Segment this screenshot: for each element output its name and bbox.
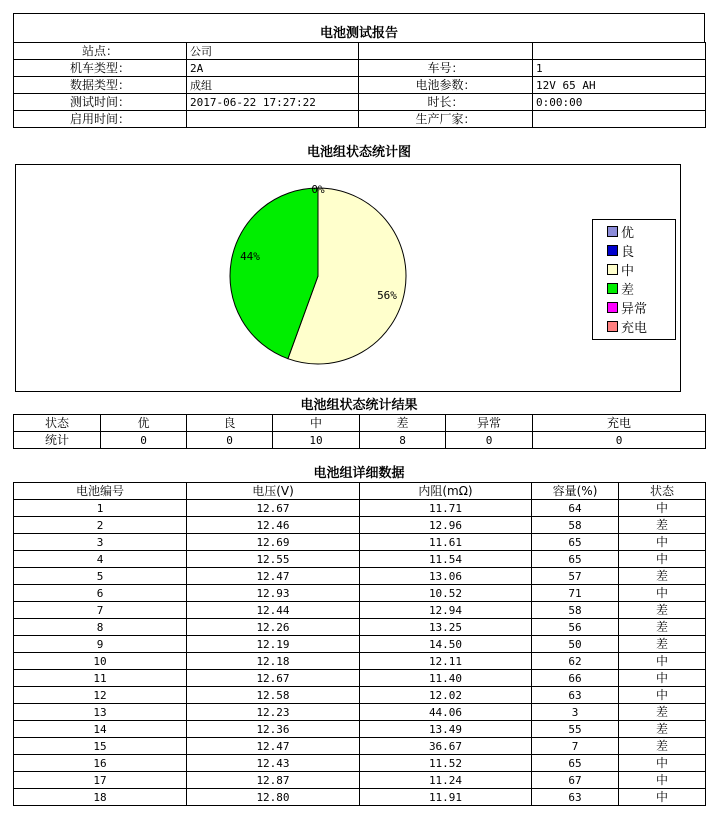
detail-cell: 71 [532, 585, 619, 602]
info-row [14, 77, 706, 94]
stats-header-cell: 良 [187, 415, 273, 432]
stats-table [13, 414, 706, 465]
detail-title: 电池组详细数据 [313, 466, 405, 481]
stats-value-cell: 0 [446, 432, 533, 449]
detail-cell: 12.43 [187, 755, 360, 772]
detail-cell: 12.67 [187, 500, 360, 517]
stats-header-cell: 差 [360, 415, 446, 432]
stats-header-row [14, 415, 706, 432]
detail-cell: 58 [532, 602, 619, 619]
detail-cell: 12.94 [360, 602, 532, 619]
detail-cell: 12.11 [360, 653, 532, 670]
empty-cell [533, 449, 706, 466]
detail-cell: 63 [532, 789, 619, 806]
stats-value-row [14, 432, 706, 449]
chart-frame [15, 164, 681, 392]
info-label: 生产厂家： [359, 111, 533, 128]
table-row [14, 670, 706, 687]
legend-label: 差 [621, 283, 635, 298]
info-value [533, 111, 706, 128]
detail-cell: 12.47 [187, 568, 360, 585]
empty-cell [101, 449, 187, 466]
detail-cell: 58 [532, 517, 619, 534]
detail-cell: 50 [532, 636, 619, 653]
detail-cell: 36.67 [360, 738, 532, 755]
table-row [14, 602, 706, 619]
detail-cell: 中 [619, 670, 706, 687]
detail-cell: 中 [619, 789, 706, 806]
table-row [14, 772, 706, 789]
stats-empty-row [14, 449, 706, 466]
detail-cell: 15 [14, 738, 187, 755]
report-sheet [13, 13, 705, 805]
report-title: 电池测试报告 [13, 13, 705, 42]
detail-cell: 差 [619, 636, 706, 653]
detail-cell: 11.71 [360, 500, 532, 517]
table-row [14, 755, 706, 772]
info-value: 2017-06-22 17:27:22 [187, 94, 359, 111]
pie-data-label: 44% [240, 250, 260, 263]
detail-cell: 14 [14, 721, 187, 738]
detail-cell: 9 [14, 636, 187, 653]
detail-cell: 12 [14, 687, 187, 704]
detail-cell: 中 [619, 653, 706, 670]
pie-data-label: 56% [377, 289, 397, 302]
detail-cell: 11.40 [360, 670, 532, 687]
table-row [14, 687, 706, 704]
detail-cell: 55 [532, 721, 619, 738]
stats-header-cell: 充电 [533, 415, 706, 432]
detail-cell: 62 [532, 653, 619, 670]
info-label: 车号： [359, 60, 533, 77]
detail-cell: 13.49 [360, 721, 532, 738]
info-label: 机车类型： [14, 60, 187, 77]
legend-item [593, 279, 675, 298]
detail-cell: 中 [619, 500, 706, 517]
detail-cell: 3 [14, 534, 187, 551]
info-row [14, 111, 706, 128]
info-label: 数据类型： [14, 77, 187, 94]
legend-swatch [607, 264, 618, 275]
stats-header-cell: 异常 [446, 415, 533, 432]
chart-legend [592, 219, 676, 340]
info-value: 1 [533, 60, 706, 77]
detail-cell: 13 [14, 704, 187, 721]
detail-cell: 13.06 [360, 568, 532, 585]
table-row [14, 738, 706, 755]
detail-cell: 12.23 [187, 704, 360, 721]
stats-title: 电池组状态统计结果 [300, 398, 418, 413]
detail-cell: 10 [14, 653, 187, 670]
detail-cell: 12.36 [187, 721, 360, 738]
detail-cell: 6 [14, 585, 187, 602]
legend-swatch [607, 226, 618, 237]
detail-cell: 12.18 [187, 653, 360, 670]
info-label [359, 43, 533, 60]
detail-cell: 12.96 [360, 517, 532, 534]
detail-cell: 65 [532, 755, 619, 772]
info-value: 公司 [187, 43, 359, 60]
table-row [14, 585, 706, 602]
detail-cell: 5 [14, 568, 187, 585]
detail-cell: 8 [14, 619, 187, 636]
detail-cell: 66 [532, 670, 619, 687]
empty-cell [14, 449, 101, 466]
info-value: 0:00:00 [533, 94, 706, 111]
detail-cell: 11.61 [360, 534, 532, 551]
detail-cell: 65 [532, 551, 619, 568]
pie-chart [16, 165, 680, 391]
detail-cell: 10.52 [360, 585, 532, 602]
detail-cell: 12.26 [187, 619, 360, 636]
detail-cell: 差 [619, 738, 706, 755]
detail-table [13, 482, 706, 806]
detail-cell: 11.52 [360, 755, 532, 772]
detail-header-cell: 电池编号 [14, 483, 187, 500]
empty-cell [446, 449, 533, 466]
detail-cell: 14.50 [360, 636, 532, 653]
pie-data-label: 0% [311, 183, 325, 196]
detail-cell: 3 [532, 704, 619, 721]
detail-cell: 中 [619, 551, 706, 568]
detail-cell: 差 [619, 602, 706, 619]
detail-header-cell: 内阻(mΩ) [360, 483, 532, 500]
legend-item [593, 222, 675, 241]
detail-header-cell: 状态 [619, 483, 706, 500]
detail-header-cell: 容量(%) [532, 483, 619, 500]
detail-cell: 差 [619, 568, 706, 585]
detail-cell: 差 [619, 619, 706, 636]
table-row [14, 517, 706, 534]
legend-label: 充电 [621, 321, 648, 336]
detail-cell: 12.69 [187, 534, 360, 551]
detail-cell: 12.44 [187, 602, 360, 619]
info-row [14, 60, 706, 77]
legend-swatch [607, 245, 618, 256]
detail-cell: 差 [619, 721, 706, 738]
table-row [14, 500, 706, 517]
chart-title: 电池组状态统计图 [306, 145, 411, 160]
detail-cell: 67 [532, 772, 619, 789]
legend-label: 中 [621, 264, 635, 279]
info-row [14, 43, 706, 60]
detail-cell: 12.87 [187, 772, 360, 789]
stats-value-cell: 8 [360, 432, 446, 449]
detail-cell: 57 [532, 568, 619, 585]
info-value [187, 111, 359, 128]
report-info-table [13, 42, 706, 128]
info-label: 测试时间： [14, 94, 187, 111]
empty-cell [273, 449, 360, 466]
info-value: 成组 [187, 77, 359, 94]
empty-cell [187, 449, 273, 466]
stats-value-cell: 统计 [14, 432, 101, 449]
info-label: 站点： [14, 43, 187, 60]
detail-cell: 12.58 [187, 687, 360, 704]
detail-cell: 17 [14, 772, 187, 789]
legend-swatch [607, 283, 618, 294]
info-value: 12V 65 AH [533, 77, 706, 94]
table-row [14, 551, 706, 568]
detail-cell: 7 [532, 738, 619, 755]
legend-item [593, 241, 675, 260]
detail-cell: 12.93 [187, 585, 360, 602]
info-label: 电池参数： [359, 77, 533, 94]
legend-swatch [607, 302, 618, 313]
legend-item [593, 298, 675, 317]
detail-cell: 12.67 [187, 670, 360, 687]
detail-cell: 64 [532, 500, 619, 517]
stats-value-cell: 0 [533, 432, 706, 449]
legend-item [593, 317, 675, 336]
table-row [14, 619, 706, 636]
detail-cell: 1 [14, 500, 187, 517]
detail-header-cell: 电压(V) [187, 483, 360, 500]
detail-cell: 差 [619, 517, 706, 534]
detail-cell: 12.47 [187, 738, 360, 755]
detail-cell: 56 [532, 619, 619, 636]
stats-value-cell: 0 [187, 432, 273, 449]
info-label: 时长： [359, 94, 533, 111]
detail-cell: 中 [619, 772, 706, 789]
stats-header-cell: 状态 [14, 415, 101, 432]
stats-value-cell: 0 [101, 432, 187, 449]
info-label: 启用时间： [14, 111, 187, 128]
legend-item [593, 260, 675, 279]
detail-cell: 7 [14, 602, 187, 619]
detail-cell: 中 [619, 585, 706, 602]
info-row [14, 94, 706, 111]
detail-cell: 12.55 [187, 551, 360, 568]
detail-cell: 12.46 [187, 517, 360, 534]
table-row [14, 721, 706, 738]
stats-header-cell: 中 [273, 415, 360, 432]
detail-cell: 12.80 [187, 789, 360, 806]
legend-swatch [607, 321, 618, 332]
stats-header-cell: 优 [101, 415, 187, 432]
detail-cell: 65 [532, 534, 619, 551]
detail-cell: 中 [619, 687, 706, 704]
info-value [533, 43, 706, 60]
detail-cell: 4 [14, 551, 187, 568]
detail-cell: 63 [532, 687, 619, 704]
table-row [14, 704, 706, 721]
detail-cell: 11.91 [360, 789, 532, 806]
detail-cell: 差 [619, 704, 706, 721]
detail-header-row [14, 483, 706, 500]
detail-cell: 中 [619, 755, 706, 772]
empty-cell [360, 449, 446, 466]
detail-cell: 11 [14, 670, 187, 687]
legend-label: 异常 [621, 302, 648, 317]
stats-value-cell: 10 [273, 432, 360, 449]
table-row [14, 534, 706, 551]
detail-cell: 2 [14, 517, 187, 534]
detail-cell: 11.54 [360, 551, 532, 568]
info-value: 2A [187, 60, 359, 77]
detail-cell: 44.06 [360, 704, 532, 721]
table-row [14, 789, 706, 806]
table-row [14, 568, 706, 585]
table-row [14, 636, 706, 653]
detail-cell: 中 [619, 534, 706, 551]
legend-label: 优 [621, 226, 635, 241]
detail-cell: 18 [14, 789, 187, 806]
detail-cell: 11.24 [360, 772, 532, 789]
detail-cell: 13.25 [360, 619, 532, 636]
detail-cell: 12.02 [360, 687, 532, 704]
legend-label: 良 [621, 245, 635, 260]
detail-cell: 12.19 [187, 636, 360, 653]
table-row [14, 653, 706, 670]
detail-cell: 16 [14, 755, 187, 772]
